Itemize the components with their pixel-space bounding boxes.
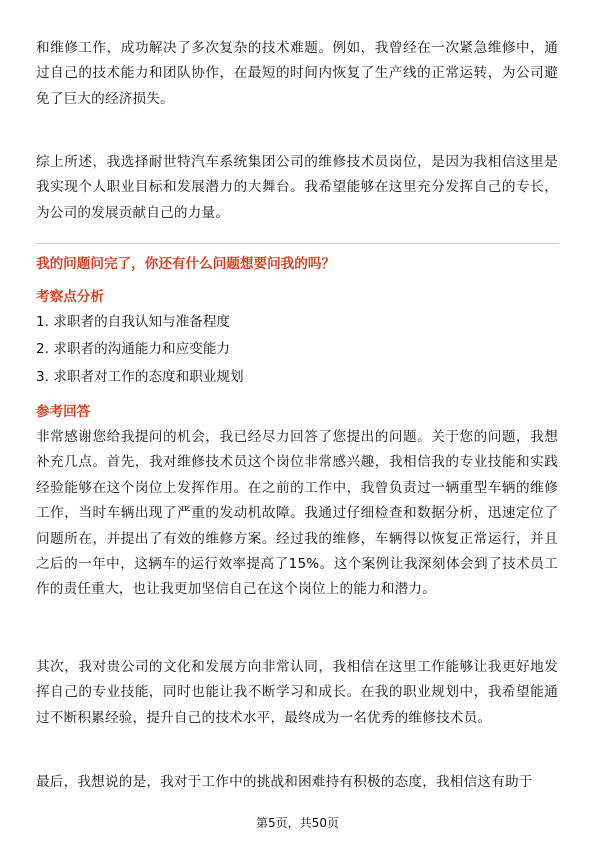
answer-heading: 参考回答 <box>36 404 91 420</box>
interview-question: 我的问题问完了，你还有什么问题想要问我的吗？ <box>36 256 336 272</box>
paragraph-continuation: 和维修工作，成功解决了多次复杂的技术难题。例如，我曾经在一次紧急维修中，通过自己的技术能力和团队协作，在最短的时间内恢复了生产线的正常运转，为公司避免了巨大的经济损失。 <box>36 40 558 107</box>
answer-paragraph: 非常感谢您给我提问的机会，我已经尽力回答了您提出的问题。关于您的问题，我想补充几点。首先，我对维修技术员这个岗位非常感兴趣，我相信我的专业技能和实践经验能够在这个岗位上发挥作用。在之前的工作中，我曾负责过一辆重型车辆的维修工作，当时车辆出现了严重的发动机故障。我通过仔细检查和数据分析，迅速定位了问题所在，并提出了有效的维修方案。经过我的维修，车辆得以恢复正常运行，并且之后的一年中，这辆车的运行效率提高了15%。这个案例让我深刻体会到了技术员工作的责任重大，也让我更加坚信自己在这个岗位上的能力和潜力。 <box>36 429 558 598</box>
analysis-heading: 考察点分析 <box>36 289 104 305</box>
analysis-item: 2. 求职者的沟通能力和应变能力 <box>36 341 231 357</box>
section-divider <box>36 243 559 244</box>
paragraph-summary: 综上所述，我选择耐世特汽车系统集团公司的维修技术员岗位，是因为我相信这里是我实现个人职业目标和发展潜力的大舞台。我希望能够在这里充分发挥自己的专长，为公司的发展贡献自己的力量。 <box>36 154 558 221</box>
analysis-item: 1. 求职者的自我认知与准备程度 <box>36 314 231 330</box>
answer-paragraph: 其次，我对贵公司的文化和发展方向非常认同，我相信在这里工作能够让我更好地发挥自己的专业技能，同时也能让我不断学习和成长。在我的职业规划中，我希望能通过不断积累经验，提升自己的技术水平，最终成为一名优秀的维修技术员。 <box>36 659 558 726</box>
page-number: 第5页，共50页 <box>256 816 339 830</box>
analysis-item: 3. 求职者对工作的态度和职业规划 <box>36 369 244 385</box>
answer-paragraph: 最后，我想说的是，我对于工作中的挑战和困难持有积极的态度，我相信这有助于 <box>36 774 533 790</box>
